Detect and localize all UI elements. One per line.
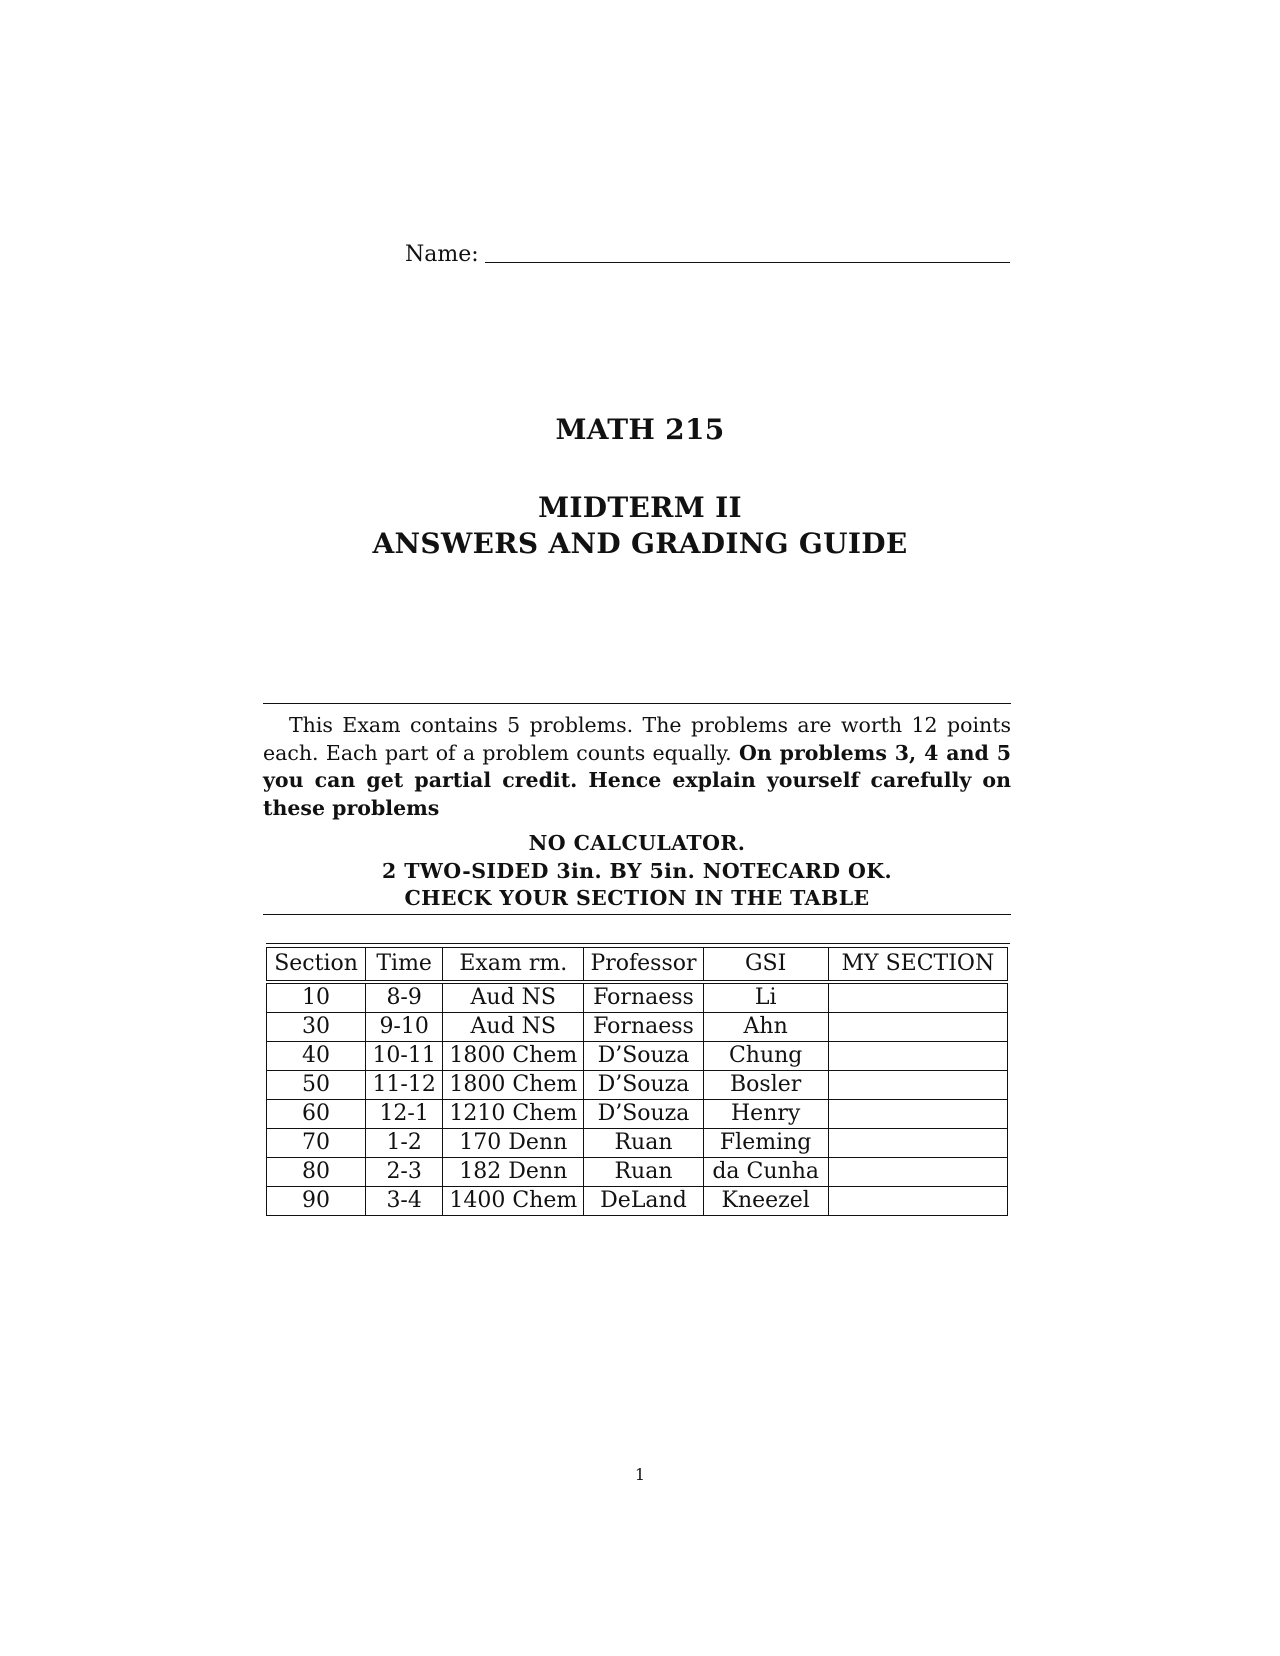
- cell-gsi: Bosler: [703, 1071, 828, 1100]
- cell-time: 10-11: [366, 1042, 443, 1071]
- cell-gsi: Li: [703, 982, 828, 1013]
- table-row: [267, 1071, 1008, 1100]
- cell-section: 80: [267, 1158, 366, 1187]
- header-professor: Professor: [584, 948, 703, 983]
- cell-time: 3-4: [366, 1187, 443, 1216]
- cell-exam-room: Aud NS: [443, 1013, 584, 1042]
- cell-professor: Ruan: [584, 1129, 703, 1158]
- cell-professor: DeLand: [584, 1187, 703, 1216]
- table-row: [267, 982, 1008, 1013]
- cell-section: 60: [267, 1100, 366, 1129]
- cell-professor: Fornaess: [584, 1013, 703, 1042]
- cell-exam-room: 1800 Chem: [443, 1042, 584, 1071]
- cell-my-section-check[interactable]: [828, 1042, 1007, 1071]
- cell-section: 40: [267, 1042, 366, 1071]
- cell-gsi: da Cunha: [703, 1158, 828, 1187]
- cell-time: 2-3: [366, 1158, 443, 1187]
- cell-gsi: Henry: [703, 1100, 828, 1129]
- table-row: [267, 1187, 1008, 1216]
- cell-time: 11-12: [366, 1071, 443, 1100]
- table-row: [267, 1042, 1008, 1071]
- cell-exam-room: 1800 Chem: [443, 1071, 584, 1100]
- table-header-row: [267, 948, 1008, 983]
- cell-professor: D’Souza: [584, 1071, 703, 1100]
- cell-exam-room: 182 Denn: [443, 1158, 584, 1187]
- cell-my-section-check[interactable]: [828, 1071, 1007, 1100]
- course-title: MATH 215: [555, 413, 725, 446]
- header-exam-room: Exam rm.: [443, 948, 584, 983]
- cell-exam-room: 170 Denn: [443, 1129, 584, 1158]
- section-table-wrapper: [266, 943, 1010, 1216]
- exam-title: MIDTERM II: [538, 491, 742, 524]
- exam-subtitle: ANSWERS AND GRADING GUIDE: [372, 527, 908, 560]
- cell-section: 50: [267, 1071, 366, 1100]
- name-field-row: [405, 240, 1010, 270]
- cell-gsi: Ahn: [703, 1013, 828, 1042]
- table-row: [267, 1013, 1008, 1042]
- instructions-bottom-rule: [263, 914, 1011, 915]
- cell-time: 8-9: [366, 982, 443, 1013]
- header-gsi: GSI: [703, 948, 828, 983]
- instructions-block: [263, 712, 1011, 822]
- cell-gsi: Kneezel: [703, 1187, 828, 1216]
- cell-professor: Ruan: [584, 1158, 703, 1187]
- section-table: [266, 947, 1008, 1216]
- cell-professor: Fornaess: [584, 982, 703, 1013]
- cell-my-section-check[interactable]: [828, 1158, 1007, 1187]
- instructions-paragraph: [263, 712, 1011, 822]
- cell-time: 12-1: [366, 1100, 443, 1129]
- page-number: 1: [634, 1465, 646, 1484]
- cell-section: 30: [267, 1013, 366, 1042]
- table-row: [267, 1129, 1008, 1158]
- table-row: [267, 1100, 1008, 1129]
- rule-no-calculator: NO CALCULATOR.: [528, 831, 746, 855]
- cell-time: 9-10: [366, 1013, 443, 1042]
- cell-exam-room: 1400 Chem: [443, 1187, 584, 1216]
- table-row: [267, 1158, 1008, 1187]
- cell-section: 70: [267, 1129, 366, 1158]
- header-my-section: MY SECTION: [828, 948, 1007, 983]
- name-blank-line[interactable]: [485, 262, 1010, 263]
- cell-exam-room: 1210 Chem: [443, 1100, 584, 1129]
- cell-my-section-check[interactable]: [828, 1100, 1007, 1129]
- cell-professor: D’Souza: [584, 1100, 703, 1129]
- cell-my-section-check[interactable]: [828, 1013, 1007, 1042]
- cell-exam-room: Aud NS: [443, 982, 584, 1013]
- name-label: Name:: [405, 242, 479, 267]
- rule-notecard: 2 TWO-SIDED 3in. BY 5in. NOTECARD OK.: [382, 858, 892, 883]
- exam-rules: [263, 830, 1011, 913]
- cell-my-section-check[interactable]: [828, 1129, 1007, 1158]
- header-time: Time: [366, 948, 443, 983]
- cell-gsi: Fleming: [703, 1129, 828, 1158]
- cell-time: 1-2: [366, 1129, 443, 1158]
- cell-my-section-check[interactable]: [828, 982, 1007, 1013]
- cell-my-section-check[interactable]: [828, 1187, 1007, 1216]
- instructions-partial-credit: On problems 3, 4 and 5 you can get partial credit. Hence explain yourself carefully on these problems: [263, 740, 1011, 820]
- cell-professor: D’Souza: [584, 1042, 703, 1071]
- cell-gsi: Chung: [703, 1042, 828, 1071]
- header-section: Section: [267, 948, 366, 983]
- rule-check-section: CHECK YOUR SECTION IN THE TABLE: [404, 886, 870, 910]
- instructions-intro: This Exam contains 5 problems. The problems are worth 12 points each. Each part of a problem counts equally.: [263, 713, 1011, 765]
- instructions-top-rule: [263, 703, 1011, 704]
- cell-section: 90: [267, 1187, 366, 1216]
- cell-section: 10: [267, 982, 366, 1013]
